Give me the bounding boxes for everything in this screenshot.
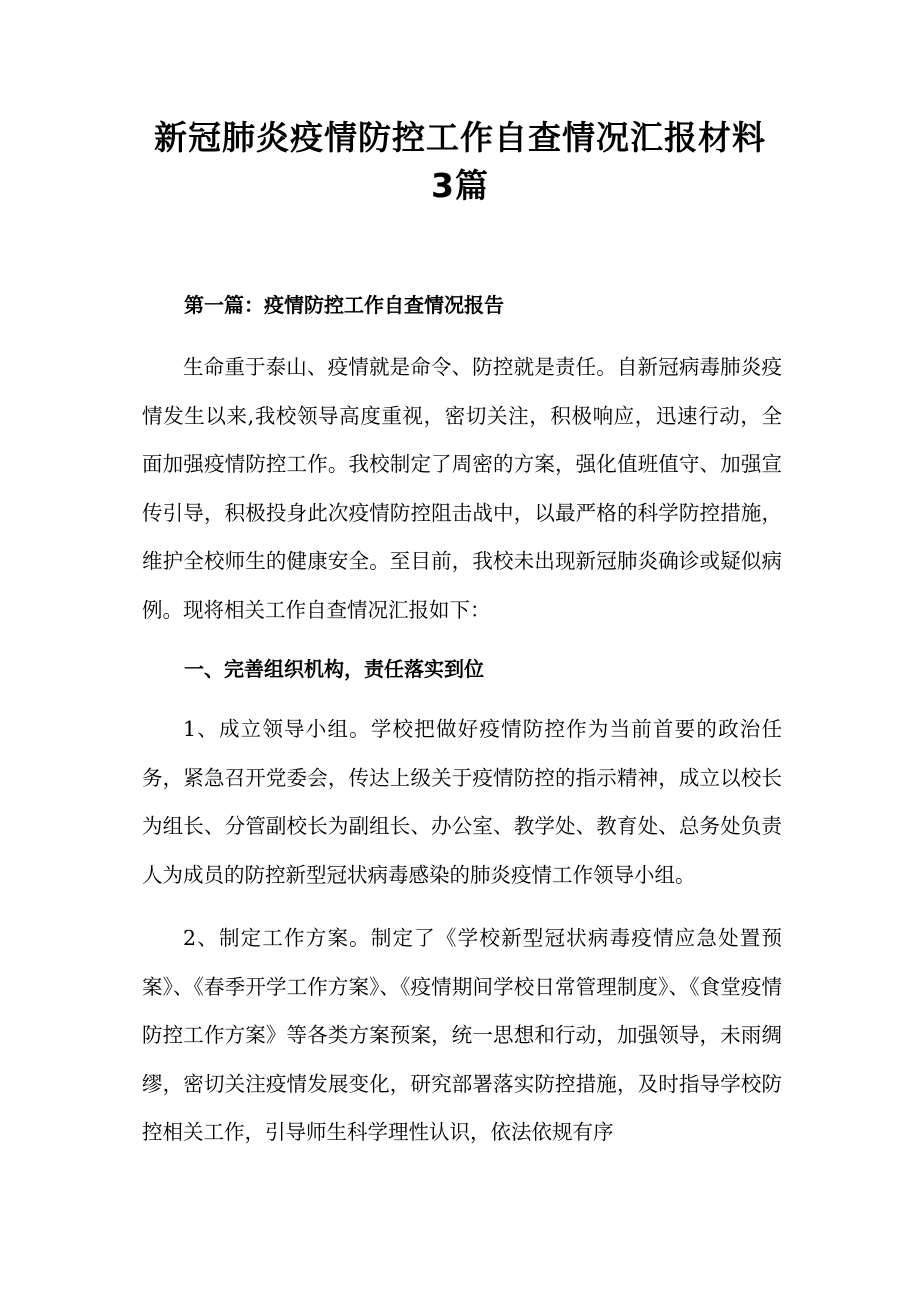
section-one-heading: 一、完善组织机构，责任落实到位 (184, 657, 484, 681)
item-two-paragraph: 2、制定工作方案。制定了《学校新型冠状病毒疫情应急处置预案》、《春季开学工作方案》、《疫情期间学校日常管理制度》、《食堂疫情防控工作方案》等各类方案预案，统一思想和行动，加强领导，未雨绸缪，密切关注疫情发展变化，研究部署落实防控措施，及时指导学校防控相关工作，引导师生科学理性认识，依法依规有序 (142, 926, 782, 1144)
document-title-line1: 新冠肺炎疫情防控工作自查情况汇报材料 (154, 118, 766, 157)
document-title-line2: 3篇 (431, 166, 489, 205)
intro-paragraph: 生命重于泰山、疫情就是命令、防控就是责任。自新冠病毒肺炎疫情发生以来,我校领导高度重视，密切关注，积极响应，迅速行动，全面加强疫情防控工作。我校制定了周密的方案，强化值班值守、加强宣传引导，积极投身此次疫情防控阻击战中，以最严格的科学防控措施，维护全校师生的健康安全。至目前，我校未出现新冠肺炎确诊或疑似病例。现将相关工作自查情况汇报如下： (142, 355, 782, 622)
item-one-paragraph: 1、成立领导小组。学校把做好疫情防控作为当前首要的政治任务，紧急召开党委会，传达上级关于疫情防控的指示精神，成立以校长为组长、分管副校长为副组长、办公室、教学处、教育处、总务处负责人为成员的防控新型冠状病毒感染的肺炎疫情工作领导小组。 (142, 717, 782, 887)
part-one-heading: 第一篇：疫情防控工作自查情况报告 (184, 293, 504, 317)
